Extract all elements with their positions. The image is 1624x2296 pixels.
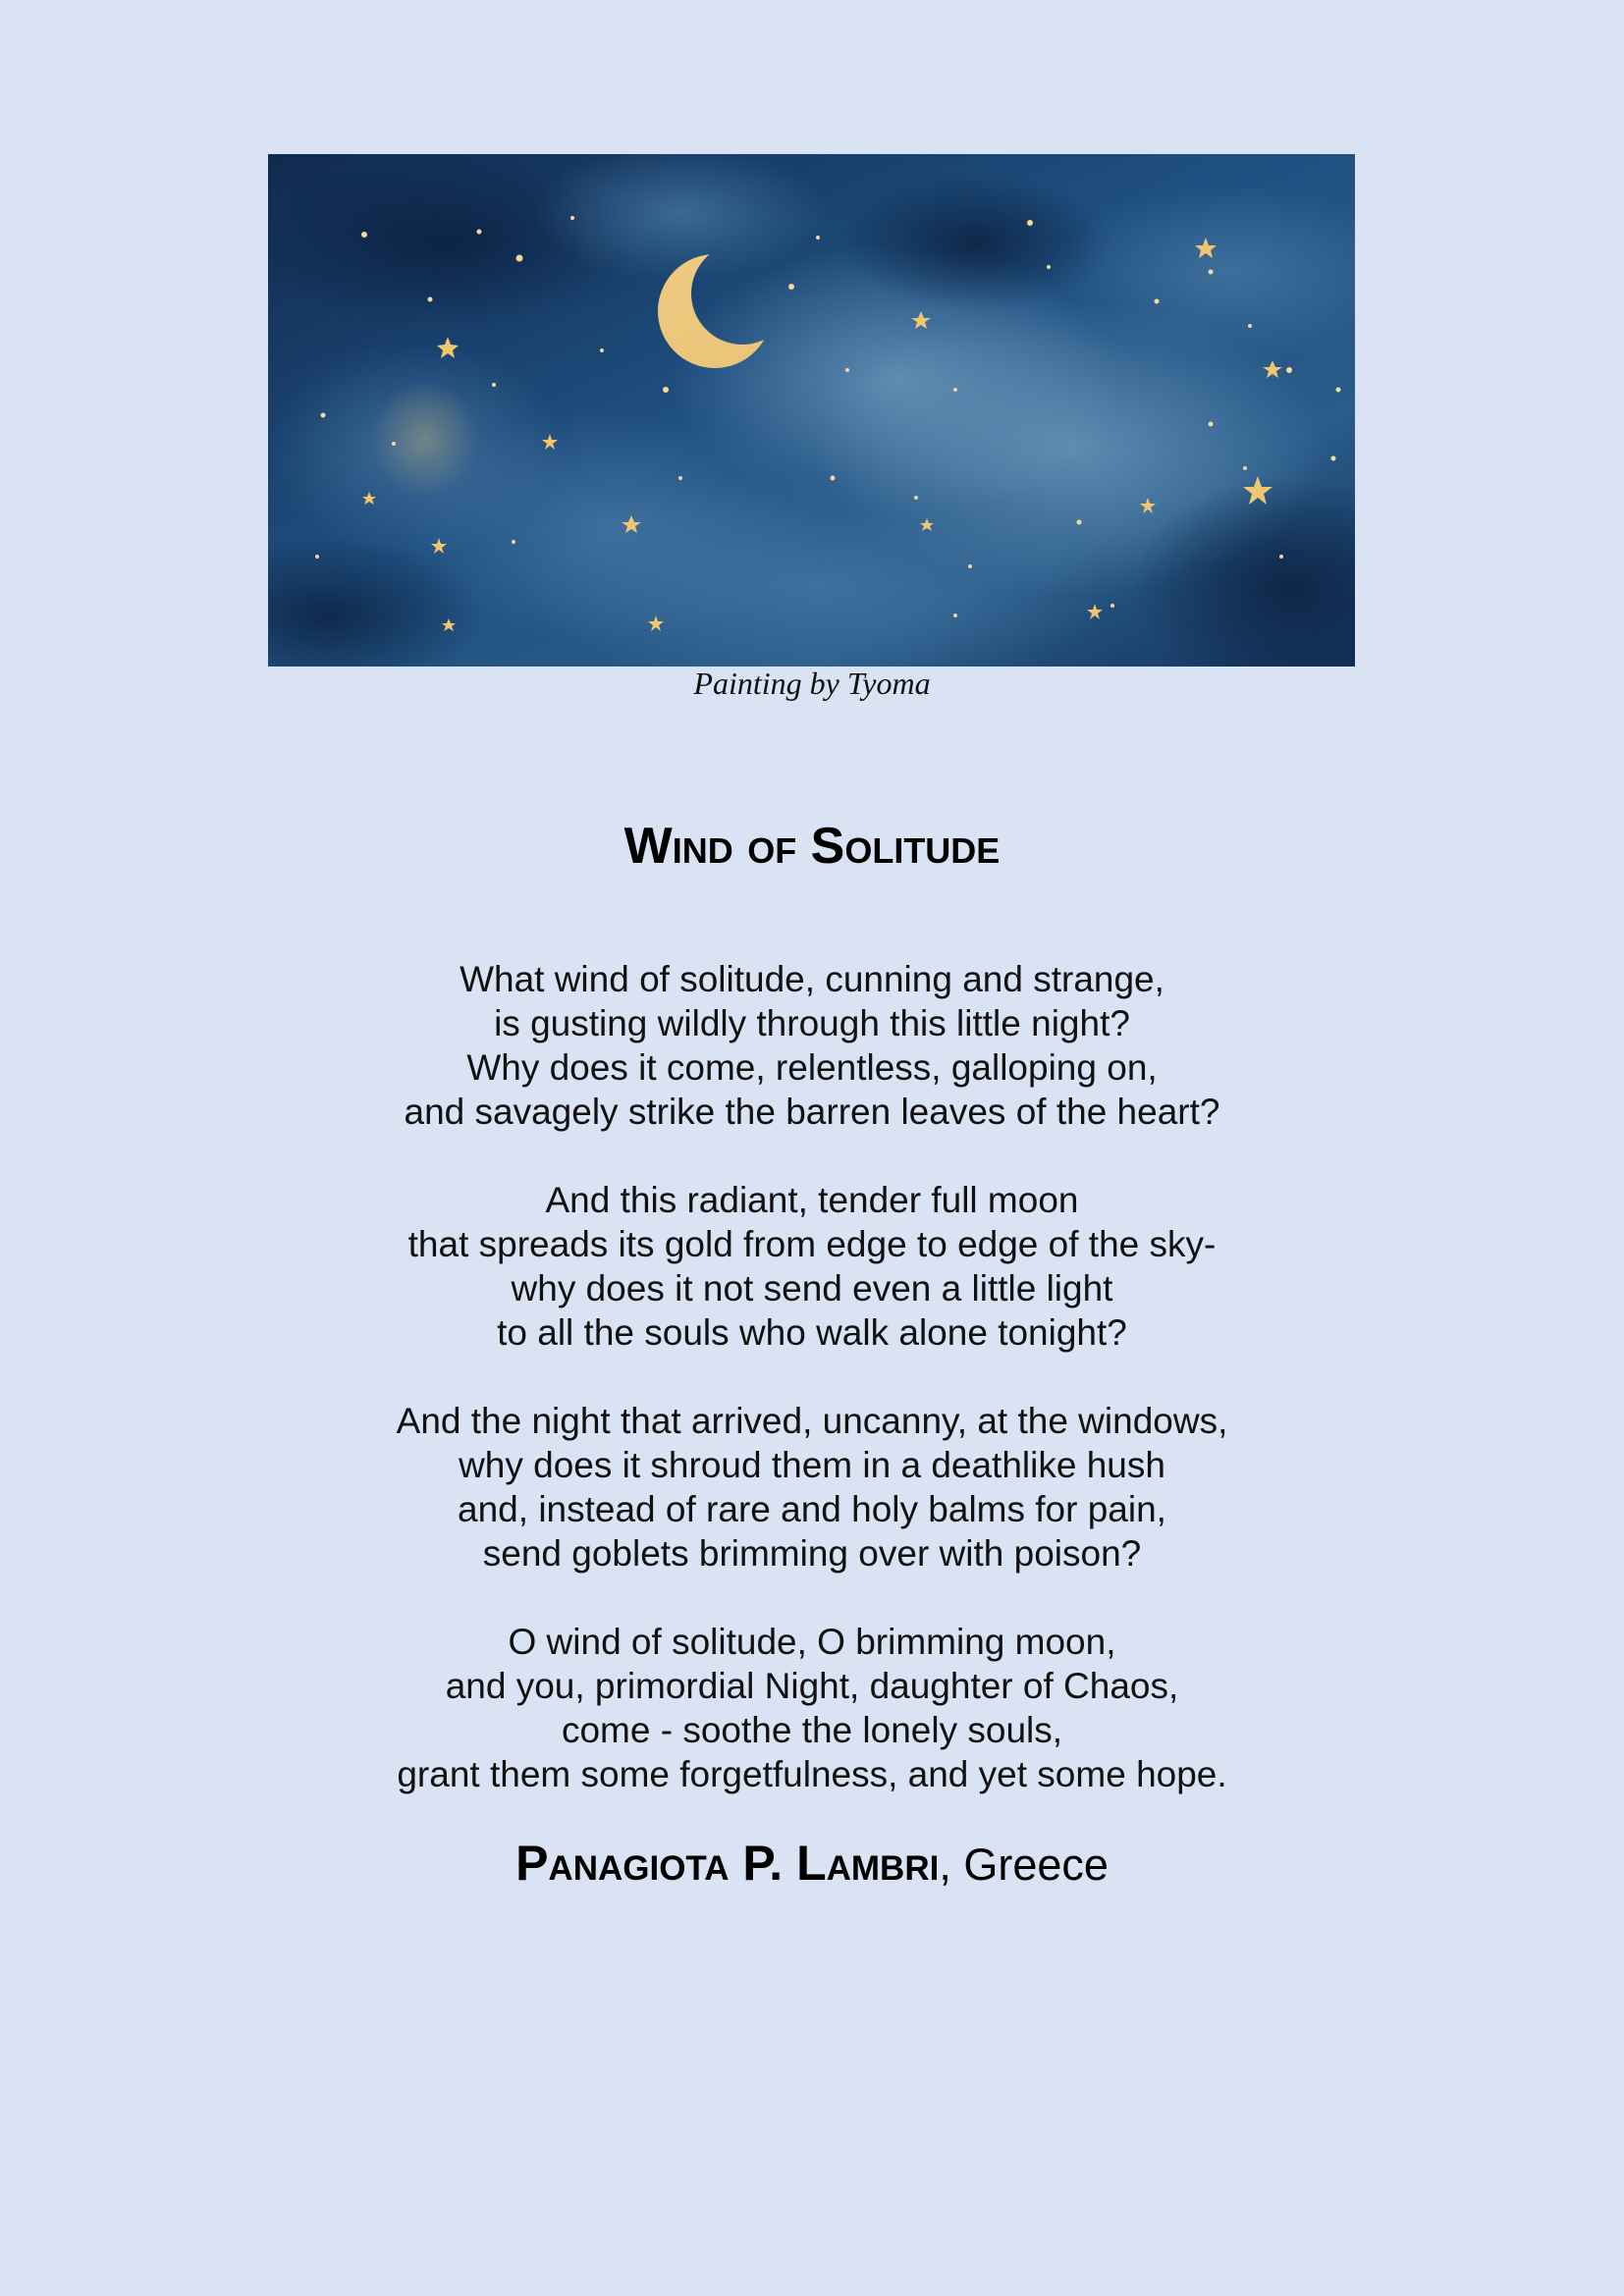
poem-line: O wind of solitude, O brimming moon, [508, 1622, 1116, 1662]
poem-line: why does it shroud them in a deathlike hush [459, 1445, 1165, 1485]
poem-body [0, 957, 1624, 1841]
author-name: Panagiota P. Lambri [515, 1836, 940, 1891]
painting-caption: Painting by Tyoma [693, 666, 931, 701]
poem-line: send goblets brimming over with poison? [482, 1533, 1142, 1574]
poem-line: What wind of solitude, cunning and strange, [460, 959, 1164, 999]
poem-title: Wind of Solitude [623, 818, 1001, 875]
stanza-4 [0, 1620, 1624, 1796]
poem-line: is gusting wildly through this little night? [494, 1003, 1130, 1043]
poem-line: to all the souls who walk alone tonight? [497, 1312, 1127, 1353]
poem-line: And the night that arrived, uncanny, at the windows, [396, 1401, 1228, 1441]
author-signature [0, 1836, 1624, 1893]
poem-line: and, instead of rare and holy balms for pain, [458, 1489, 1166, 1529]
stanza-3 [0, 1399, 1624, 1575]
poem-line: that spreads its gold from edge to edge of the sky- [407, 1224, 1217, 1264]
moon-and-stars-illustration [268, 154, 1355, 667]
poem-line: And this radiant, tender full moon [545, 1180, 1079, 1220]
poem-line: and savagely strike the barren leaves of the heart? [404, 1092, 1220, 1132]
stanza-2 [0, 1178, 1624, 1355]
poem-line: grant them some forgetfulness, and yet some hope. [397, 1754, 1227, 1794]
night-sky-painting [268, 154, 1355, 667]
poem-line: why does it not send even a little light [511, 1268, 1113, 1308]
author-country: , Greece [939, 1840, 1109, 1890]
stanza-1 [0, 957, 1624, 1134]
poem-line: Why does it come, relentless, galloping on, [466, 1047, 1158, 1088]
poem-line: and you, primordial Night, daughter of Chaos, [445, 1666, 1179, 1706]
poem-line: come - soothe the lonely souls, [561, 1710, 1063, 1750]
